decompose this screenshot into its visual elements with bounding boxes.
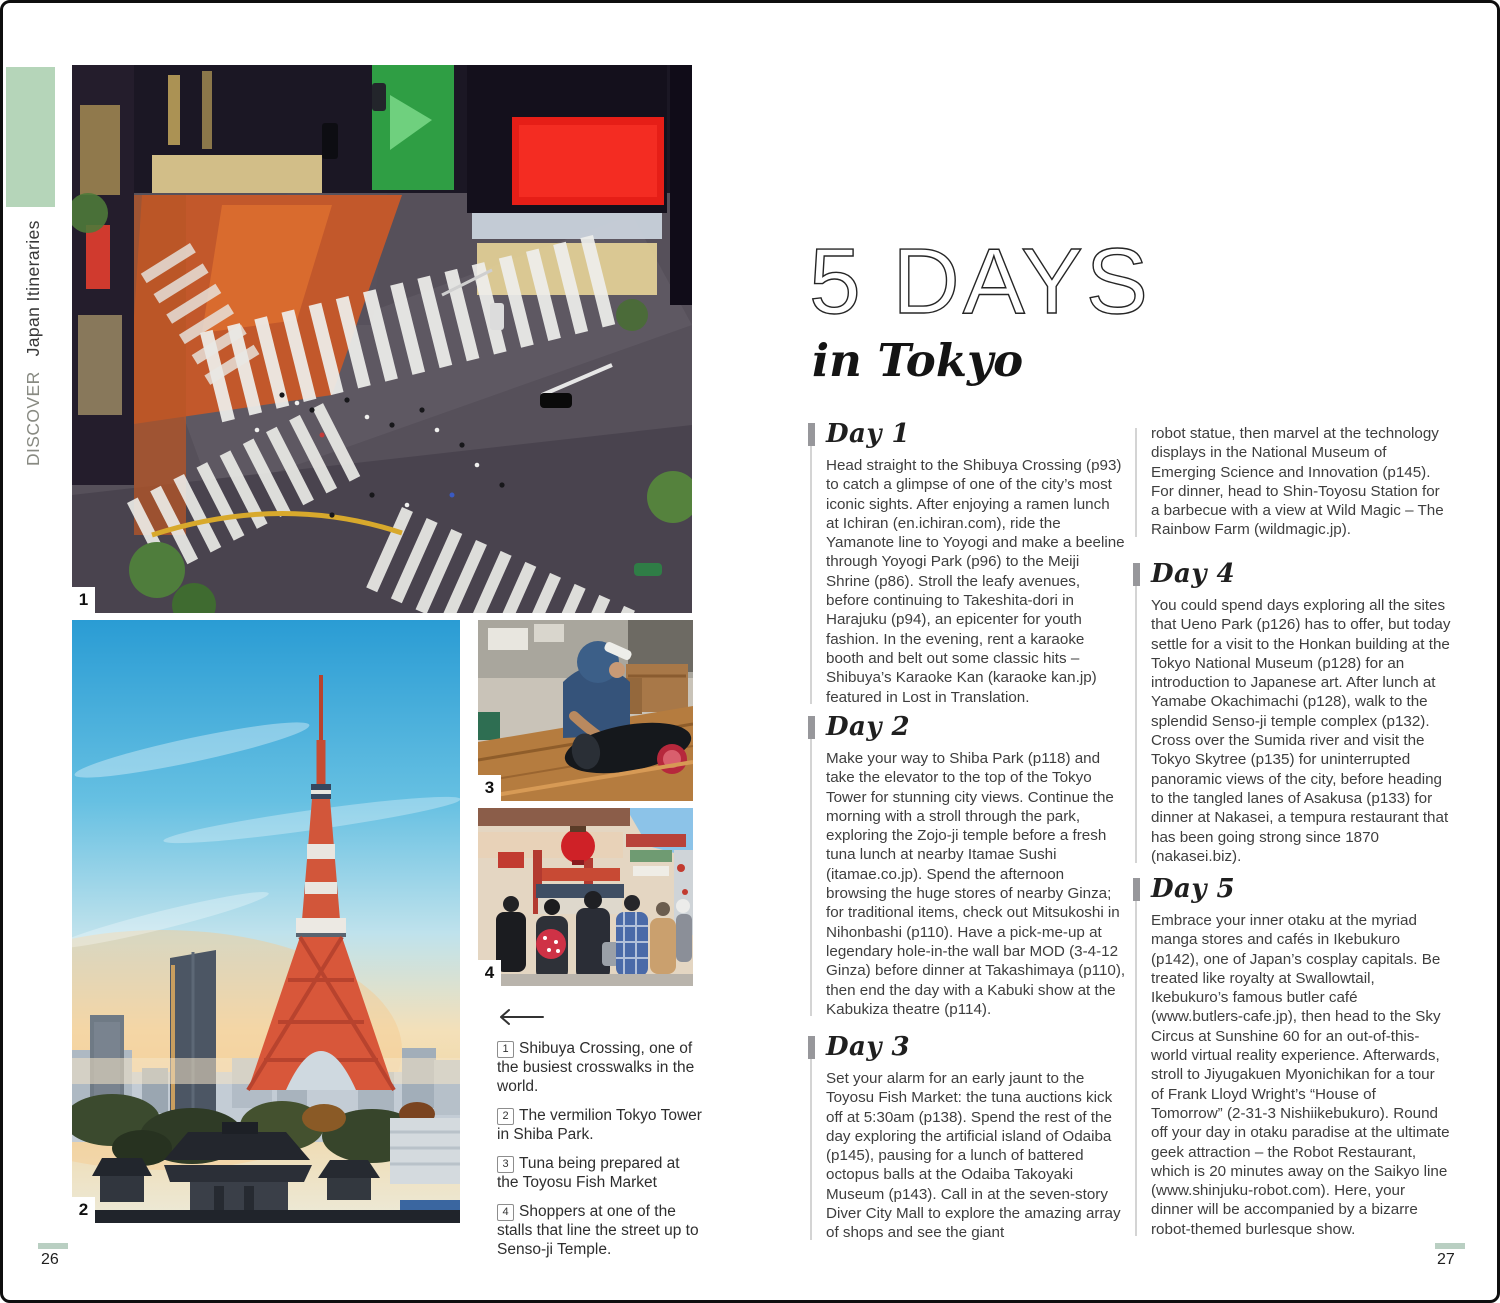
page-title: 5 DAYS bbox=[809, 229, 1151, 333]
shibuya-crossing-illustration bbox=[72, 65, 692, 613]
caption-1 bbox=[497, 1039, 703, 1096]
day-5-rule bbox=[1135, 878, 1137, 1236]
day-4-rule bbox=[1135, 563, 1137, 863]
caption-number-2: 2 bbox=[497, 1108, 514, 1125]
caption-text-3: Tuna being prepared at the Toyosu Fish Market bbox=[497, 1155, 680, 1191]
day-2-marker bbox=[808, 716, 815, 739]
day-3-body: Set your alarm for an early jaunt to the Toyosu Fish Market: the tuna auctions kick off at 5:30am (p138). Spend the rest of the day exploring the artificial island of Odaiba (p145), pausing for a lunch of battered octopus balls at the Odaiba Takoyaki Museum (p143). Call in at the seven-story Diver City Mall to explore the amazing array of shops and see the giant bbox=[826, 1070, 1121, 1242]
caption-number-3: 3 bbox=[497, 1156, 514, 1173]
day-4-block bbox=[1133, 559, 1451, 866]
day-1-marker bbox=[808, 423, 815, 446]
left-arrow-icon bbox=[497, 1007, 545, 1027]
tokyo-tower-illustration bbox=[72, 620, 460, 1223]
day-3-continued-block bbox=[1133, 424, 1451, 540]
photo-badge-2: 2 bbox=[72, 1197, 95, 1223]
day-2-rule bbox=[810, 716, 812, 1016]
day-5-block bbox=[1133, 874, 1451, 1239]
day-2-block bbox=[808, 712, 1126, 1019]
day-3-continued-body: robot statue, then marvel at the technology displays in the National Museum of Emerging Science and Innovation (p145). For dinner, head to Shin-Toyosu Station for a barbecue with a view at Wild Magic – The Rainbow Farm (wildmagic.jp). bbox=[1151, 425, 1444, 539]
sidebar-eyebrow: DISCOVER bbox=[23, 371, 43, 466]
day-1-block bbox=[808, 419, 1126, 707]
photo-badge-3: 3 bbox=[478, 775, 501, 801]
day-4-body: You could spend days exploring all the sites that Ueno Park (p126) has to offer, but today settle for a visit to the Honkan building at the Tokyo National Museum (p128) for an introduction to Japanese art. After lunch at Yamabe Okachimachi (p128), walk to the splendid Senso-ji temple complex (p132). Cross over the Sumida river and visit the Tokyo Skytree (p135) for uninterrupted panoramic views of the city, before heading to the tangled lanes of Asakusa (p133) for dinner at Nakasei, a tempura restaurant that has been going strong since 1870 (nakasei.biz). bbox=[1151, 597, 1451, 865]
day-3-rule bbox=[810, 1036, 812, 1240]
photo-shibuya-crossing bbox=[72, 65, 692, 613]
page-number-tick-right bbox=[1435, 1243, 1465, 1249]
photo-tokyo-tower bbox=[72, 620, 460, 1223]
sidebar-label bbox=[23, 220, 44, 466]
photo-tuna-preparation bbox=[478, 620, 693, 801]
caption-4 bbox=[497, 1202, 703, 1259]
sidebar-green-block bbox=[6, 67, 55, 207]
day-1-body: Head straight to the Shibuya Crossing (p93) to catch a glimpse of one of the city’s most iconic sights. After enjoying a ramen lunch at Ichiran (en.ichiran.com), ride the Yamanote line to Yoyogi and make a beeline through Yoyogi Park (p96) to the Meiji Shrine (p86). Stroll the leafy avenues, before continuing to Takeshita-dori in Harajuku (p94), an epicenter for youth fashion. In the evening, rent a karaoke booth and belt out some classic hits – Shibuya’s Karaoke Kan (karaoke kan.jp) featured in Lost in Translation. bbox=[826, 457, 1125, 706]
day-2-heading: Day 2 bbox=[826, 712, 911, 742]
tuna-preparation-illustration bbox=[478, 620, 693, 801]
caption-2 bbox=[497, 1106, 703, 1144]
caption-text-2: The vermilion Tokyo Tower in Shiba Park. bbox=[497, 1107, 702, 1143]
page-number-right: 27 bbox=[1437, 1251, 1455, 1268]
sidebar-section-title: Japan Itineraries bbox=[23, 220, 43, 357]
caption-number-1: 1 bbox=[497, 1041, 514, 1058]
day-4-heading: Day 4 bbox=[1151, 559, 1236, 589]
day-5-heading: Day 5 bbox=[1151, 874, 1236, 904]
caption-text-4: Shoppers at one of the stalls that line the street up to Senso-ji Temple. bbox=[497, 1203, 699, 1258]
day-2-body: Make your way to Shiba Park (p118) and take the elevator to the top of the Tokyo Tower for stunning city views. Continue the morning with a stroll through the park, exploring the Zojo-ji temple before a fresh tuna lunch at nearby Itamae Sushi (itamae.co.jp). Spend the afternoon browsing the huge stores of nearby Ginza; for traditional items, check out Mitsukoshi in Nihonbashi (p110). Have a pick-me-up at legendary hole-in-the wall bar MOD (3-4-12 Ginza) before dinner at Takashimaya (p110), then end the day with a Kabuki show at the Kabukiza theatre (p114). bbox=[826, 750, 1126, 1018]
day-5-body: Embrace your inner otaku at the myriad manga stores and cafés in Ikebukuro (p142), one of Japan’s cosplay capitals. Be treated like royalty at Swallowtail, Ikebukuro’s famous butler café (www.butlers-cafe.jp), then head to the Sky Circus at Sunshine 60 for an out-of-this-world virtual reality experience. Afterwards, stroll to Jiyugakuen Myonichikan for a tour of Frank Lloyd Wright’s “House of Tomorrow” (2-31-3 Nishiikebukuro). Round off your day in otaku paradise at the ultimate geek attraction – the Robot Restaurant, which is 20 minutes away on the Saikyo line (www.shinjuku-robot.com). Here, your dinner will be accompanied by a bizarre robot-themed burlesque show. bbox=[1151, 912, 1450, 1238]
day-3-marker bbox=[808, 1036, 815, 1059]
photo-badge-4: 4 bbox=[478, 960, 501, 986]
day-3-continued-rule bbox=[1135, 428, 1137, 537]
day-3-block bbox=[808, 1032, 1126, 1243]
page-number-left: 26 bbox=[41, 1251, 59, 1268]
sensoji-street-illustration bbox=[478, 808, 693, 986]
day-3-heading: Day 3 bbox=[826, 1032, 911, 1062]
caption-text-1: Shibuya Crossing, one of the busiest crosswalks in the world. bbox=[497, 1040, 695, 1095]
day-5-marker bbox=[1133, 878, 1140, 901]
day-1-rule bbox=[810, 423, 812, 704]
day-4-marker bbox=[1133, 563, 1140, 586]
photo-sensoji-street-shoppers bbox=[478, 808, 693, 986]
caption-number-4: 4 bbox=[497, 1204, 514, 1221]
page-number-tick-left bbox=[38, 1243, 68, 1249]
photo-badge-1: 1 bbox=[72, 587, 95, 613]
page-subtitle: in Tokyo bbox=[812, 334, 1024, 387]
photo-captions bbox=[497, 1039, 703, 1269]
caption-3 bbox=[497, 1154, 703, 1192]
day-1-heading: Day 1 bbox=[826, 419, 911, 449]
